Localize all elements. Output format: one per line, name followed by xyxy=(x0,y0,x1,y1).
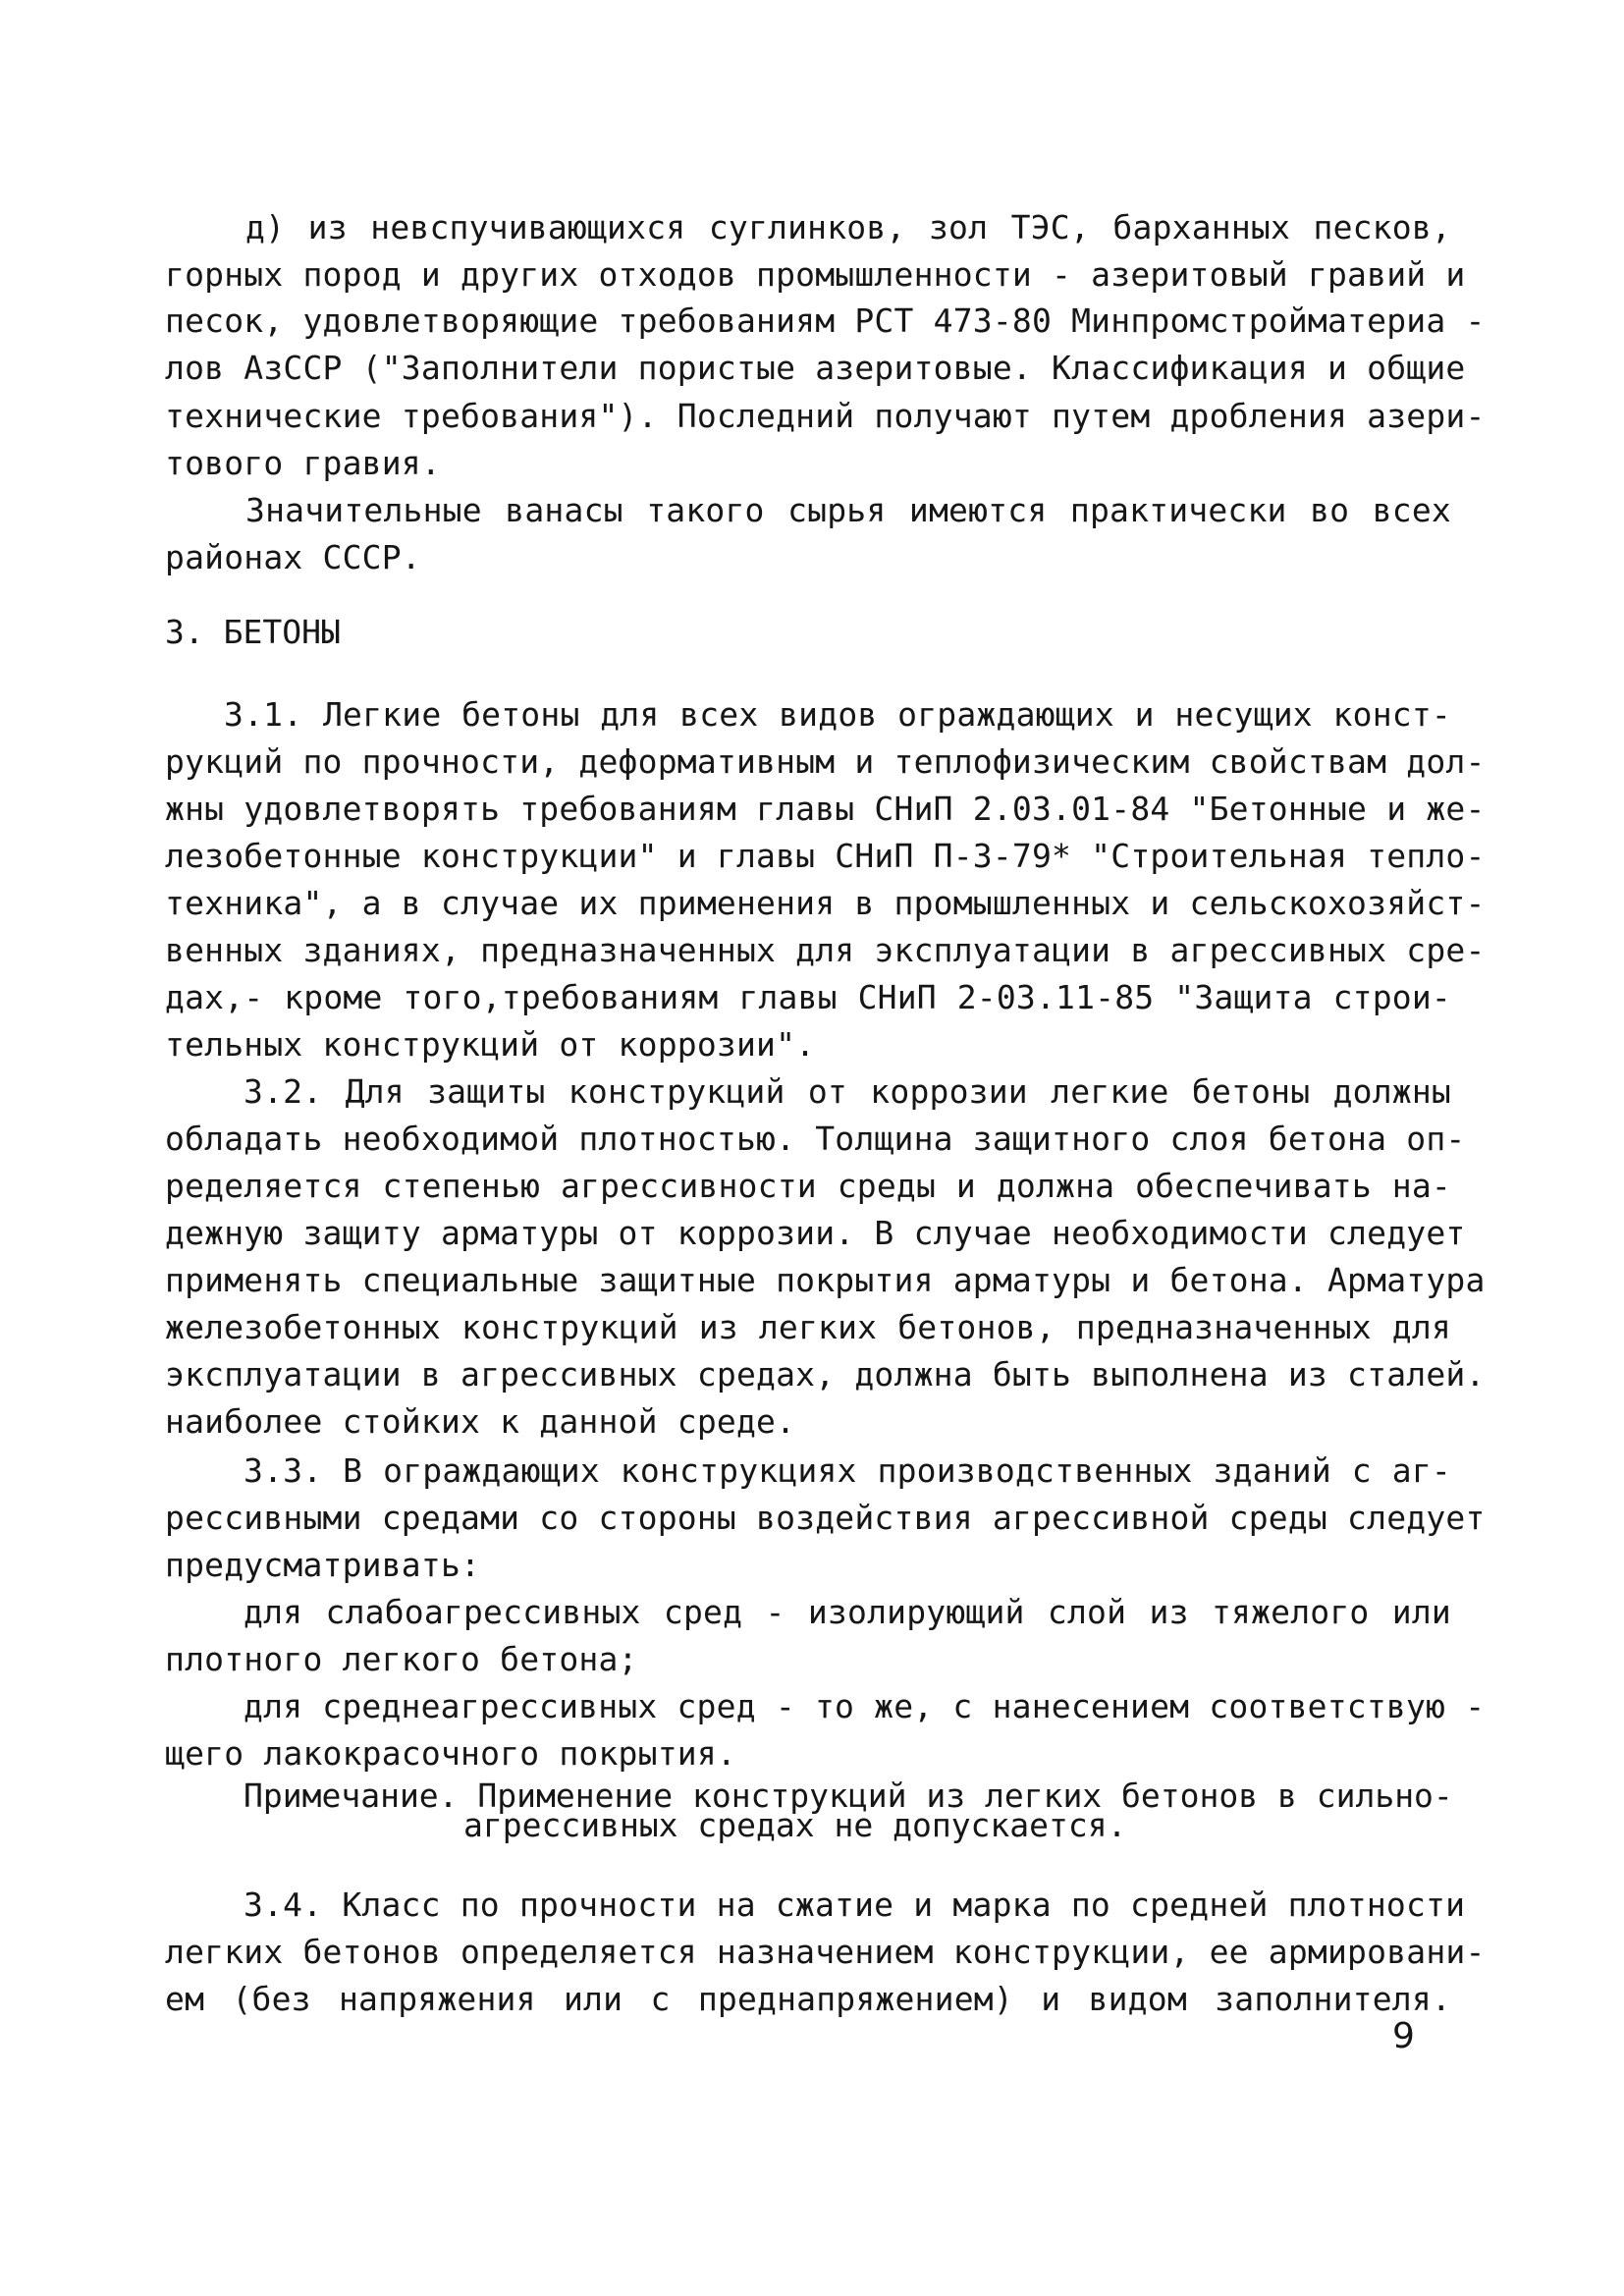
paragraph-3-2-line: применять специальные защитные покрытия арматуры и бетона. Арматура xyxy=(165,1261,1486,1299)
paragraph-3-2-line: обладать необходимой плотностью. Толщина защитного слоя бетона оп- xyxy=(165,1120,1466,1158)
paragraph-3-4-line: ем (без напряжения или с преднапряжением) и видом заполнителя. xyxy=(165,1980,1451,2018)
paragraph-3-3-line: предусматривать: xyxy=(165,1546,481,1584)
paragraph-3-1-line: лезобетонные конструкции" и главы СНиП П-3-79* "Строительная тепло- xyxy=(165,837,1486,875)
note-line: Примечание. Применение конструкций из легких бетонов в сильно- xyxy=(244,1777,1453,1815)
item-d-line: тового гравия. xyxy=(165,444,441,482)
paragraph-3-2-line: наиболее стойких к данной среде. xyxy=(165,1402,796,1441)
paragraph-3-2-line: дежную защиту арматуры от коррозии. В случае необходимости следует xyxy=(165,1214,1466,1252)
paragraph-3-2-line: 3.2. Для защиты конструкций от коррозии легкие бетоны должны xyxy=(244,1072,1451,1111)
paragraph-3-3-line: щего лакокрасочного покрытия. xyxy=(165,1734,736,1773)
paragraph-3-1-line: рукций по прочности, деформативным и теплофизическим свойствам дол- xyxy=(165,742,1486,781)
section-heading: 3. БЕТОНЫ xyxy=(165,613,341,651)
paragraph-3-1-line: венных зданиях, предназначенных для эксплуатации в агрессивных сре- xyxy=(165,931,1486,969)
reserves-line: Значительные ванасы такого сырья имеются практически во всех xyxy=(245,491,1451,529)
paragraph-3-4-line: 3.4. Класс по прочности на сжатие и марка по средней плотности xyxy=(244,1886,1466,1924)
paragraph-3-1-line: дах,- кроме того,требованиям главы СНиП 2-03.11-85 "Защита строи- xyxy=(165,978,1451,1016)
paragraph-3-3-line: рессивными средами со стороны воздействия агрессивной среды следует xyxy=(165,1499,1486,1537)
note-line: агрессивных средах не допускается. xyxy=(463,1806,1127,1844)
paragraph-3-2-line: эксплуатации в агрессивных средах, должна быть выполнена из сталей. xyxy=(165,1355,1486,1394)
paragraph-3-3-line: для слабоагрессивных сред - изолирующий слой из тяжелого или xyxy=(244,1593,1451,1631)
paragraph-3-1-line: 3.1. Легкие бетоны для всех видов ограждающих и несущих конст- xyxy=(224,695,1451,734)
item-d-line: д) из невспучивающихся суглинков, зол ТЭС, барханных песков, xyxy=(245,208,1451,246)
paragraph-3-3-line: для среднеагрессивных сред - то же, с нанесением соответствую - xyxy=(244,1687,1486,1725)
item-d-line: песок, удовлетворяющие требованиям РСТ 473-80 Минпромстройматериа - xyxy=(165,301,1486,340)
paragraph-3-1-line: жны удовлетворять требованиям главы СНиП 2.03.01-84 "Бетонные и же- xyxy=(165,790,1486,828)
item-d-line: технические требования"). Последний получают путем дробления азери- xyxy=(165,397,1486,435)
item-d-line: лов АзССР ("Заполнители пористые азеритовые. Классификация и общие xyxy=(165,349,1466,387)
paragraph-3-4-line: легких бетонов определяется назначением конструкции, ее армировани- xyxy=(165,1933,1486,1971)
paragraph-3-1-line: тельных конструкций от коррозии". xyxy=(165,1025,816,1064)
paragraph-3-2-line: железобетонных конструкций из легких бетонов, предназначенных для xyxy=(165,1308,1451,1346)
paragraph-3-3-line: плотного легкого бетона; xyxy=(165,1640,638,1678)
reserves-line: районах СССР. xyxy=(165,538,421,576)
paragraph-3-1-line: техника", а в случае их применения в промышленных и сельскохозяйст- xyxy=(165,884,1486,922)
paragraph-3-3-line: 3.3. В ограждающих конструкциях производственных зданий с аг- xyxy=(244,1451,1451,1490)
paragraph-3-2-line: ределяется степенью агрессивности среды и должна обеспечивать на- xyxy=(165,1167,1451,1205)
page-number: 9 xyxy=(1392,2016,1415,2056)
item-d-line: горных пород и других отходов промышленности - азеритовый гравий и xyxy=(165,255,1466,294)
